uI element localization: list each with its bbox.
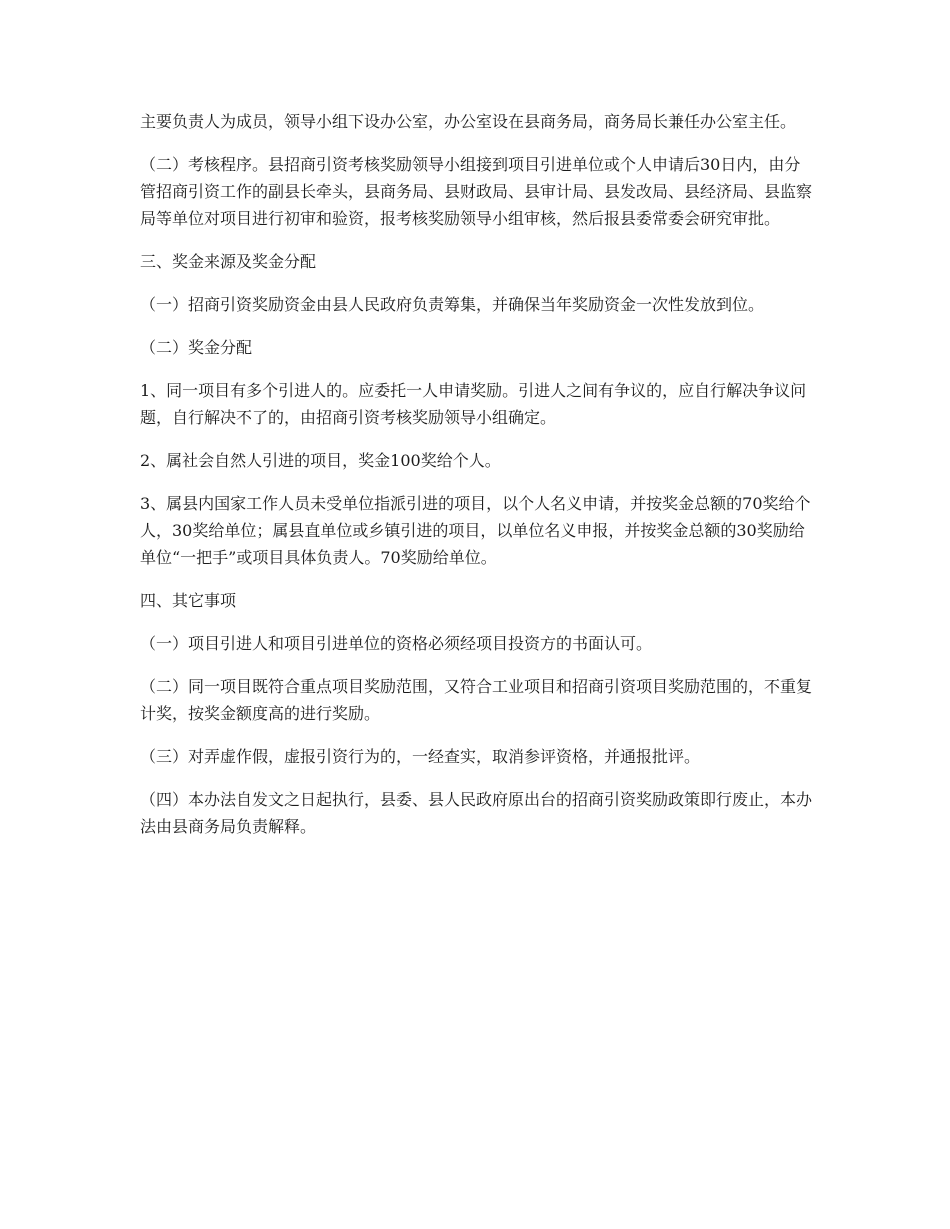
paragraph-other-3: （三）对弄虚作假，虚报引资行为的，一经查实，取消参评资格，并通报批评。 [140, 747, 701, 766]
paragraph-assessment-procedure: （二）考核程序。县招商引资考核奖励领导小组接到项目引进单位或个人申请后30日内，由分管招商引资工作的副县长牵头，县商务局、县财政局、县审计局、县发改局、县经济局、县监察局等单位对项目进行初审和验资，报考核奖励领导小组审核，然后报县委常委会研究审批。 [140, 155, 813, 228]
paragraph-leader-office: 主要负责人为成员，领导小组下设办公室，办公室设在县商务局，商务局长兼任办公室主任。 [140, 112, 797, 131]
paragraph-rule-2: 2、属社会自然人引进的项目，奖金100奖给个人。 [140, 451, 501, 470]
paragraph-rule-3: 3、属县内国家工作人员未受单位指派引进的项目，以个人名义申请，并按奖金总额的70奖给个人，30奖给单位；属县直单位或乡镇引进的项目，以单位名义申报，并按奖金总额的30奖励给单位“一把手”或项目具体负责人。70奖励给单位。 [140, 494, 811, 567]
paragraph-rule-1: 1、同一项目有多个引进人的。应委托一人申请奖励。引进人之间有争议的，应自行解决争议问题，自行解决不了的，由招商引资考核奖励领导小组确定。 [140, 381, 807, 427]
paragraph-bonus-funding: （一）招商引资奖励资金由县人民政府负责筹集，并确保当年奖励资金一次性发放到位。 [140, 295, 765, 314]
subheading-bonus-distribution: （二）奖金分配 [140, 338, 253, 357]
paragraph-other-1: （一）项目引进人和项目引进单位的资格必须经项目投资方的书面认可。 [140, 634, 653, 653]
document-body [140, 108, 812, 856]
section-heading-other-matters: 四、其它事项 [140, 591, 237, 610]
section-heading-bonus-source: 三、奖金来源及奖金分配 [140, 252, 317, 271]
paragraph-other-2: （二）同一项目既符合重点项目奖励范围，又符合工业项目和招商引资项目奖励范围的，不重复计奖，按奖金额度高的进行奖励。 [140, 677, 813, 723]
paragraph-other-4: （四）本办法自发文之日起执行，县委、县人民政府原出台的招商引资奖励政策即行废止，本办法由县商务局负责解释。 [140, 790, 813, 836]
